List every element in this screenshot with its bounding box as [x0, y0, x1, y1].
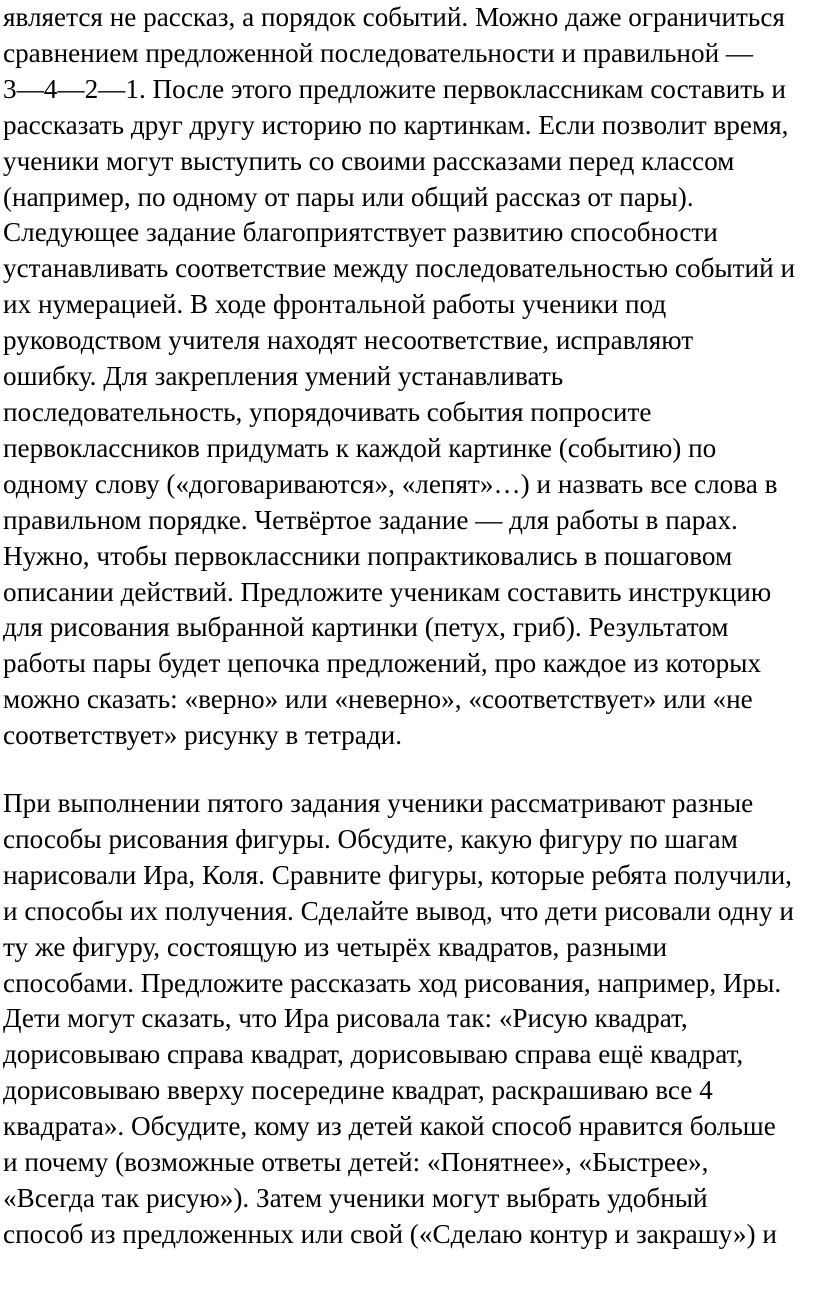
text-line: Дети могут сказать, что Ира рисовала так: «Рисую квадрат, [3, 1003, 688, 1034]
text-line: описании действий. Предложите ученикам составить инструкцию [3, 576, 772, 607]
text-line: нарисовали Ира, Коля. Сравните фигуры, которые ребята получили, [3, 859, 792, 890]
text-line: первоклассников придумать к каждой картинке (событию) по [3, 432, 717, 463]
text-line: ученики могут выступить со своими рассказами перед классом [3, 145, 735, 176]
text-line: работы пары будет цепочка предложений, про каждое из которых [3, 648, 762, 679]
text-line: ту же фигуру, состоящую из четырёх квадратов, разными [3, 931, 668, 962]
text-line: руководством учителя находят несоответствие, исправляют [3, 325, 694, 356]
text-line: рассказать друг другу историю по картинкам. Если позволит время, [3, 109, 789, 140]
text-line: одному слову («договариваются», «лепят»…) и назвать все слова в [3, 468, 778, 499]
text-line: сравнением предложенной последовательности и правильной — [3, 37, 754, 68]
text-line: последовательность, упорядочивать события попросите [3, 396, 652, 427]
text-line: является не рассказ, а порядок событий. Можно даже ограничиться [3, 2, 785, 32]
paragraph-spacing [3, 754, 812, 786]
paragraph-2 [3, 786, 812, 1253]
text-line: дорисовываю справа квадрат, дорисовываю справа ещё квадрат, [3, 1039, 744, 1070]
text-line: При выполнении пятого задания ученики рассматривают разные [3, 788, 754, 819]
text-line: их нумерацией. В ходе фронтальной работы ученики под [3, 289, 667, 320]
text-line: и способы их получения. Сделайте вывод, что дети рисовали одну и [3, 895, 794, 926]
text-line: квадрата». Обсудите, кому из детей какой способ нравится больше [3, 1111, 776, 1142]
text-line: для рисования выбранной картинки (петух, гриб). Результатом [3, 612, 729, 643]
text-line: Нужно, чтобы первоклассники попрактиковались в пошаговом [3, 540, 733, 571]
text-line: способы рисования фигуры. Обсудите, какую фигуру по шагам [3, 823, 738, 854]
text-line: правильном порядке. Четвёртое задание — для работы в парах. [3, 504, 738, 535]
text-line: дорисовываю вверху посередине квадрат, раскрашиваю все 4 [3, 1075, 713, 1106]
text-line: можно сказать: «верно» или «неверно», «соответствует» или «не [3, 684, 753, 715]
text-line: (например, по одному от пары или общий рассказ от пары). [3, 181, 694, 212]
text-line: Следующее задание благоприятствует развитию способности [3, 217, 718, 248]
text-line: ошибку. Для закрепления умений устанавливать [3, 361, 564, 392]
paragraph-1 [3, 0, 812, 754]
text-line: устанавливать соответствие между последовательностью событий и [3, 253, 795, 284]
text-line: способ из предложенных или свой («Сделаю контур и закрашу») и [3, 1218, 777, 1249]
text-line: и почему (возможные ответы детей: «Понятнее», «Быстрее», [3, 1147, 709, 1178]
text-line: 3—4—2—1. После этого предложите первоклассникам составить и [3, 73, 786, 104]
text-line: «Всегда так рисую»). Затем ученики могут выбрать удобный [3, 1183, 708, 1213]
text-line: способами. Предложите рассказать ход рисования, например, Иры. [3, 967, 782, 998]
text-line: соответствует» рисунку в тетради. [3, 720, 403, 751]
